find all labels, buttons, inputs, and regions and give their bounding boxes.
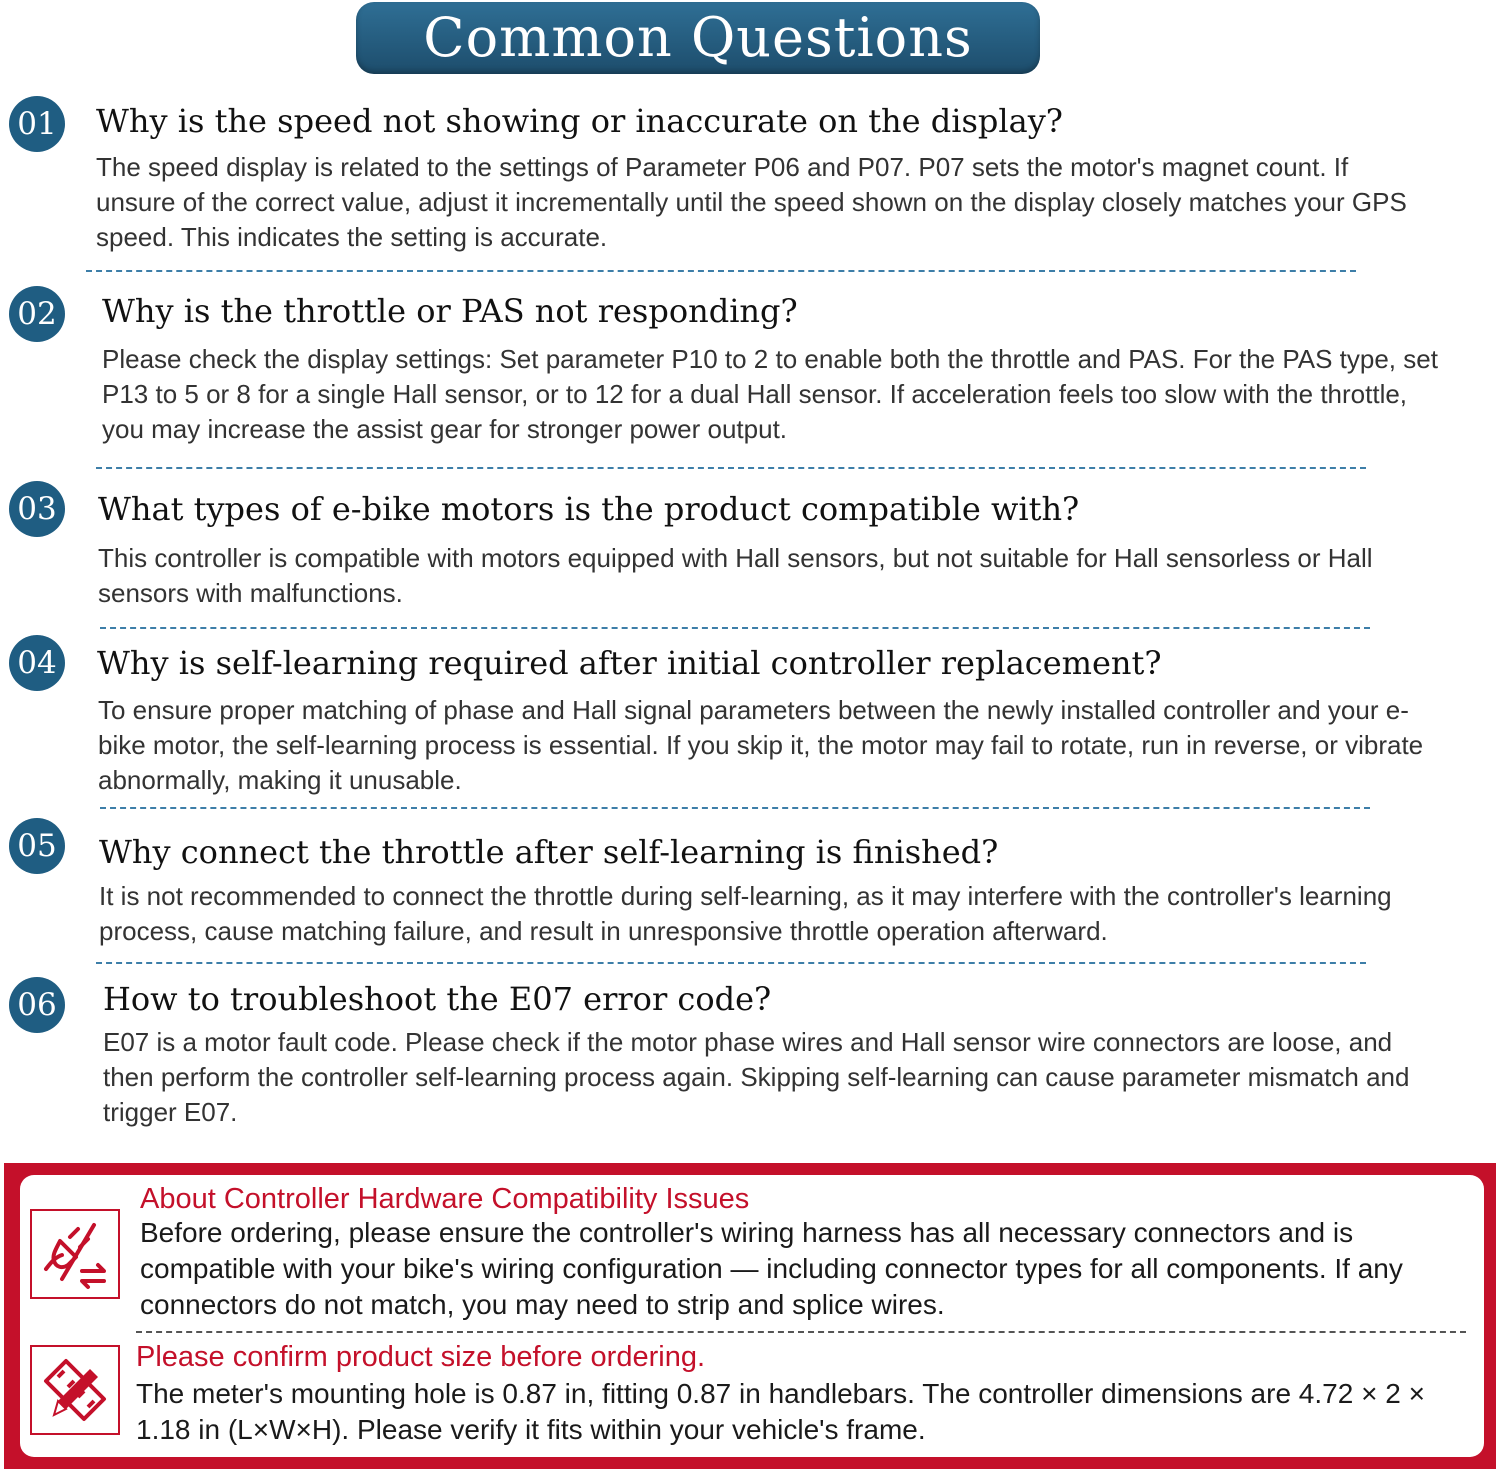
plug-swap-icon [30, 1209, 120, 1299]
faq-divider [100, 807, 1370, 809]
faq-answer: The speed display is related to the settings of Parameter P06 and P07. P07 sets the motor's magnet count. If unsure of the correct value, adjust it incrementally until the speed shown on the display closely matches your GPS speed. This indicates the setting is accurate. [96, 152, 1407, 252]
title-banner [356, 2, 1040, 74]
faq-answer: It is not recommended to connect the throttle during self-learning, as it may interfere with the controller's learning process, cause matching failure, and result in unresponsive throttle operation afterward. [99, 881, 1392, 946]
notice-divider [136, 1331, 1466, 1333]
notice-panel [4, 1163, 1496, 1469]
faq-question: Why is the speed not showing or inaccurate on the display? [96, 102, 1063, 140]
faq-question: How to troubleshoot the E07 error code? [103, 980, 772, 1018]
page-title: Common Questions [423, 6, 973, 69]
faq-answer: This controller is compatible with motors equipped with Hall sensors, but not suitable for Hall sensorless or Hall sensors with malfunctions. [98, 543, 1373, 608]
faq-question: Why is self-learning required after initial controller replacement? [97, 644, 1162, 682]
faq-question: Why is the throttle or PAS not responding? [102, 292, 798, 330]
faq-number-badge: 04 [9, 635, 65, 691]
faq-question: What types of e-bike motors is the product compatible with? [98, 490, 1080, 528]
faq-number-badge: 06 [9, 977, 65, 1033]
ruler-pencil-icon [30, 1345, 120, 1435]
notice-body: The meter's mounting hole is 0.87 in, fitting 0.87 in handlebars. The controller dimensions are 4.72 × 2 × 1.18 in (L×W×H). Please verify it fits within your vehicle's frame. [136, 1378, 1425, 1445]
faq-answer: E07 is a motor fault code. Please check if the motor phase wires and Hall sensor wire connectors are loose, and then perform the controller self-learning process again. Skipping self-learning can cause parameter mismatch and trigger E07. [103, 1027, 1410, 1127]
faq-answer: To ensure proper matching of phase and Hall signal parameters between the newly installed controller and your e-bike motor, the self-learning process is essential. If you skip it, the motor may fail to rotate, run in reverse, or vibrate abnormally, making it unusable. [98, 695, 1424, 795]
faq-answer: Please check the display settings: Set parameter P10 to 2 to enable both the throttle and PAS. For the PAS type, set P13 to 5 or 8 for a single Hall sensor, or to 12 for a dual Hall sensor. If acceleration feels too slow with the throttle, you may increase the assist gear for stronger power output. [102, 344, 1438, 444]
faq-divider [96, 467, 1366, 469]
faq-divider [96, 962, 1366, 964]
notice-panel-inner [20, 1175, 1484, 1457]
faq-divider [86, 270, 1356, 272]
faq-number-badge: 03 [9, 481, 65, 537]
faq-number-badge: 05 [9, 818, 65, 874]
faq-number-badge: 02 [9, 286, 65, 342]
faq-divider [100, 627, 1370, 629]
notice-title: About Controller Hardware Compatibility Issues [140, 1183, 750, 1215]
notice-title: Please confirm product size before ordering. [136, 1341, 706, 1373]
notice-body: Before ordering, please ensure the controller's wiring harness has all necessary connectors and is compatible with your bike's wiring configuration — including connector types for all components. If any connectors do not match, you may need to strip and splice wires. [140, 1217, 1403, 1320]
faq-question: Why connect the throttle after self-learning is finished? [99, 833, 999, 871]
faq-number-badge: 01 [9, 96, 65, 152]
